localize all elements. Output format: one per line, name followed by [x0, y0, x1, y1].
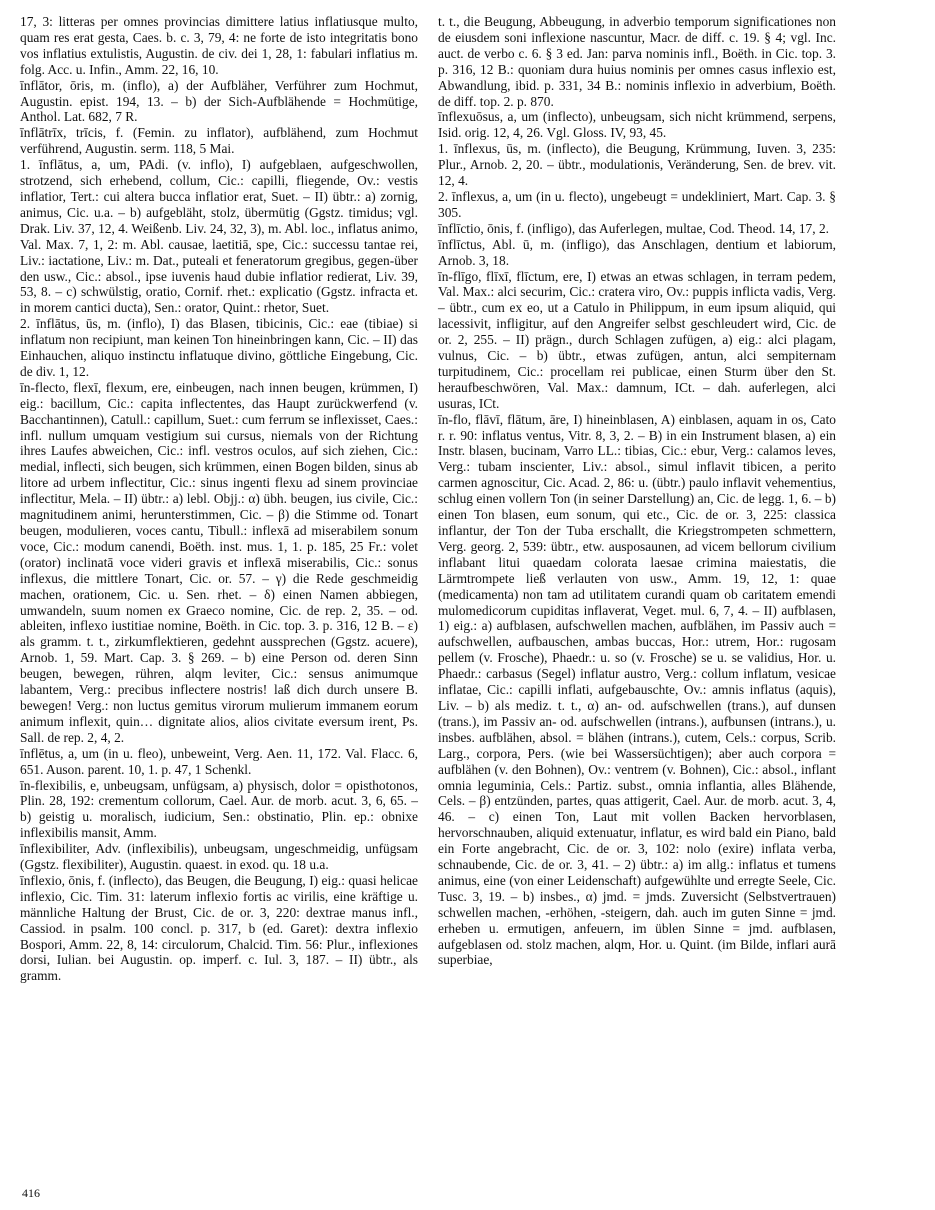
entry-inflexus-noun: 1. īnflexus, ūs, m. (inflecto), die Beugung, Krümmung, Iuven. 3, 235: Plur., Arnob. 2, 20. – übtr., modulationis, Veränderung, Sen. de brev. vit. 12, 4. — [438, 141, 836, 189]
entry-infligo: īn-flīgo, flīxī, flīctum, ere, I) etwas an etwas schlagen, in terram pedem, Val. Max.: alci securim, Cic.: cratera viro, Ov.: puppis inflicta vadis, Verg. – übtr., cum ex eo, ut a Catulo in Philippum, in eum ipsum aliquid, qui lacessivit, infligitur, auf den Angreifer selbst geschleudert wird, Cic. de or. 2, 255. – II) prägn., durch Schlagen zufügen, a) eig.: alci plagam, vulnus, Cic. – b) übtr., etwas zufügen, antun, alci sempiternam turpitudinem, Cic.: procellam rei publicae, einen Sturm über den St. heraufbeschwören, Val. Max.: damnum, ICt. – dah. auferlegen, alci usuras, ICt. — [438, 268, 836, 411]
entry-inflo: īn-flo, flāvī, flātum, āre, I) hineinblasen, A) einblasen, aquam in os, Cato r. r. 90: inflatus ventus, Vitr. 8, 3, 2. – B) in ein Instrument blasen, a) ein Instr. blasen, bucinam, Varro LL.: tibias, Cic.: ebur, Verg.: calamos leves, Verg.: tubam inscienter, Liv.: absol., simul inflavit tibicen, a perito carmen agnoscitur, Cic. Acad. 2, 86: u. (übtr.) paulo inflavit vehementius, schlug einen vollern Ton (in seiner Darstellung) an, Cic. de legg. 1, 6. – b) einen Ton blasen, eum sonum, qui etc., Cic. de or. 3, 225: classica inflantur, der Ton der Tuba erschallt, die Kriegstrompeten schmettern, Verg. georg. 2, 539: übtr., etw. ausposaunen, ad vicem bellorum civilium inflabant litui quaedam colorata laesae crimina maiestatis, die Lärmtrompete ließ verlauten von usw., Amm. 19, 12, 1: quae (medicamenta) non tam ad utilitatem curandi quam ob caritatem emendi mulomedicorum cupiditas inflaverat, Veget. mul. 6, 7, 4. – II) aufblasen, 1) eig.: a) aufblasen, aufschwellen machen, aufblähen, im Passiv auch = aufschwellen, aufbauschen, ambas buccas, Hor.: utrem, Hor.: rugosam pellem (v. Frosche), Phaedr.: u. so (v. Frosche) se u. se validius, Hor. u. Phaedr.: carbasus (Segel) inflatur austro, Verg.: collum inflatum, vesicae inflatae, Cic.: capilli inflati, aufgebauschte, Ov.: amnis inflatus (aquis), Liv. – b) als mediz. t. t., α) an- od. aufschwellen (trans.), auf dunsen (trans.), im Passiv an- od. aufschwellen (intrans.), aufbunsen (intrans.), u. insbes. aufblähen, absol. = blähen (intrans.), cutem, Cels.: corpus, Scrib. Larg., corpora, Pers. (wie bei Wassersüchtigen); aber auch corpora = aufblähen (v. den Bohnen), Ov.: ventrem (v. Bohnen), Cic.: absol., inflant omnia leguminia, Cels.: Partiz. subst., omnia inflantia, alles Blähende, Cels. – β) entzünden, partes, quas attigerit, Cael. Aur. de morb. acut. 3, 4, 46. – c) einen Ton, Laut mit vollen Backen hervorblasen, hervorschnauben, aliquid extenuatur, inflatur, es wird bald ein Piano, bald ein Forte angebracht, Cic. de or. 3, 102: nolo (exire) inflata verba, schnaubende, Cic. de or. 3, 41. – 2) übtr.: a) im allg.: inflatus et tumens animus, eine (von einer Leidenschaft) aufgewühlte und erregte Seele, Cic. Tusc. 3, 19. – b) insbes., α) jmd. = jmds. Zuversicht (Selbstvertrauen) schwellen machen, -erhöhen, -steigern, dah. auch im guten Sinne = jmd. erheben u. ermutigen, anfeuern, im üblen Sinne = jmd. aufblasen, aufgeblasen od. stolz machen, alqm, Hor. u. Quint. (im Bilde, inflari aurā superbiae, — [438, 411, 836, 968]
entry-inflexio: īnflexio, ōnis, f. (inflecto), das Beugen, die Beugung, I) eig.: quasi helicae inflexio, Cic. Tim. 31: laterum inflexio fortis ac virilis, eine kräftige u. männliche Haltung der Brust, Cic. de or. 3, 220: dextrae manus infl., Cassiod. in psalm. 100 concl. p. 317, b (ed. Garet): dextra inflexio Bospori, Amm. 22, 8, 14: circulorum, Chalcid. Tim. 56: Plur., inflexiones dorsi, Iulian. bei Augustin. op. imperf. c. Iul. 3, 187. – II) übtr., als gramm. — [20, 872, 418, 984]
entry-inflexuosus: īnflexuōsus, a, um (inflecto), unbeugsam, sich nicht krümmend, serpens, Isid. orig. 12, 4, 26. Vgl. Gloss. IV, 93, 45. — [438, 109, 836, 141]
entry-infletus: īnflētus, a, um (in u. fleo), unbeweint, Verg. Aen. 11, 172. Val. Flacc. 6, 651. Auson. parent. 10, 1. p. 47, 1 Schenkl. — [20, 745, 418, 777]
entry-inflatrix: īnflātrīx, trīcis, f. (Femin. zu inflator), aufblähend, zum Hochmut verführend, Augustin. serm. 118, 5 Mai. — [20, 125, 418, 157]
entry-inflecto: īn-flecto, flexī, flexum, ere, einbeugen, nach innen beugen, krümmen, I) eig.: bacillum, Cic.: capita inflectentes, das Haupt zurückwerfend (v. Bacchantinnen), Catull.: capillum, Suet.: cum ferrum se inflexisset, Caes.: infl. nullum umquam vestigium sui cursus, niemals von der Richtung ihres Laufes abweichen, Cic.: infl. vestros oculos, auf sich ziehen, Cic.: medial, inflecti, sich beugen, sich krümmen, einen Bogen bilden, sinus ab litore ad urbem inflectitur, Cic.: sinus ingenti flexu ad sinem provinciae inflectitur, Mela. – II) übtr.: a) lebl. Objj.: α) übh. beugen, ius civile, Cic.: magnitudinem animi, herunterstimmen, Cic. – β) die Stimme od. Tonart beugen, modulieren, voces cantu, Tibull.: inflexā ad miserabilem sonum voce, Cic.: modum canendi, Boëth. inst. mus. 1, 1. p. 185, 25 Fr.: volet (orator) inclinatā voce videri gravis et inflexā miserabilis, Cic.: sonus inflexus, die mittlere Tonart, Cic. or. 57. – γ) die Rede geschmeidig machen, orationem, Cic. u. Sen. rhet. – δ) einen Namen abbiegen, umwandeln, suum nomen ex Graeco nomine, Cic. de rep. 2, 35. – od. ableiten, inflexo iustitiae nomine, Boëth. in Cic. top. 3. p. 316, 12 B. – ε) als gramm. t. t., zirkumflektieren, gedehnt aussprechen (Ggstz. acuere), Arnob. 1, 59. Mart. Cap. 3. § 269. – b) eine Person od. deren Sinn beugen, bewegen, rühren, alqm leviter, Cic.: sensus animumque labantem, Verg.: precibus inflectere nostris! laß dich durch unsere B. bewegen! Verg.: non luctus gemitus virorum mulierum immanem eorum animum inflexit, quin… dignitate alios, alios civitate eversum irent, Ps. Sall. de rep. 2, 4, 2. — [20, 379, 418, 745]
page-number: 416 — [22, 1186, 40, 1200]
entry-inflatus-adj: 1. īnflātus, a, um, PAdi. (v. inflo), I) aufgeblaen, aufgeschwollen, strotzend, sich erhebend, collum, Cic.: capilli, fliegende, Ov.: vestis inflatior, Tert.: cui altera bucca inflatior erat, Suet. – II) übtr.: a) zornig, animus, Cic. u.a. – b) aufgebläht, stolz, übermütig (Ggstz. timidus; vgl. Drak. Liv. 37, 12, 4. Weißenb. Liv. 24, 32, 3), m. Abl. loc., inflatus animo, Val. Max. 7, 1, 2: m. Abl. causae, laetitiā, spe, Cic.: successu tantae rei, Liv.: iactatione, Liv.: m. Dat., puteali et feneratorum gregibus, gegen-über den usw., Cic.: absol., ipse iuvenis haud dubie inflatior redierat, Liv. 39, 53, 8. – c) schwülstig, oratio, Cornif. rhet.: explicatio (Ggstz. infracta et. in morem cantici ducta), Sen.: orator, Quint.: rhetor, Suet. — [20, 157, 418, 316]
entry-inflexibilis: īn-flexibilis, e, unbeugsam, unfügsam, a) physisch, dolor = opisthotonos, Plin. 28, 192: crementum collorum, Cael. Aur. de morb. acut. 3, 6, 65. – b) geistig u. moralisch, iudicium, Sen.: obstinatio, Plin. ep.: obnixe inflexibilis mansit, Amm. — [20, 777, 418, 841]
entry-inflexio-continuation: t. t., die Beugung, Abbeugung, in adverbio temporum significationes non de eiusdem soni inflexione nascuntur, Macr. de diff. c. 19. § 4; vgl. Inc. auct. de verbo c. 6. § 3 ed. Jan: parva nominis infl., Boëth. in Cic. top. 3. p. 316, 12 B.: quoniam dura huius nominis per omnes casus inflexio est, Abwandlung, ibid. p. 331, 34 B.: nominis inflexio in adverbium, Boëth. de diff. top. 2. p. 870. — [438, 14, 836, 109]
right-column — [438, 14, 836, 968]
entry-inflexus-adj: 2. īnflexus, a, um (in u. flecto), ungebeugt = undekliniert, Mart. Cap. 3. § 305. — [438, 188, 836, 220]
entry-inflator: īnflātor, ōris, m. (inflo), a) der Aufbläher, Verführer zum Hochmut, Augustin. epist. 194, 13. – b) der Sich-Aufblähende = Hochmütige, Anthol. Lat. 682, 7 R. — [20, 77, 418, 125]
entry-inflictus: īnflīctus, Abl. ū, m. (infligo), das Anschlagen, dentium et labiorum, Arnob. 3, 18. — [438, 236, 836, 268]
entry-inflictio: īnflīctio, ōnis, f. (infligo), das Auferlegen, multae, Cod. Theod. 14, 17, 2. — [438, 220, 829, 236]
entry-continuation: 17, 3: litteras per omnes provincias dimittere latius inflatiusque multo, quam res erat gesta, Caes. b. c. 3, 79, 4: ne forte de isto integritatis bono vos inflatius extulistis, Augustin. de civ. dei 1, 28, 1: fabulari inflatius m. folg. Acc. u. Infin., Amm. 22, 16, 10. — [20, 14, 418, 77]
left-column — [20, 14, 418, 984]
entry-inflexibiliter: īnflexibiliter, Adv. (inflexibilis), unbeugsam, ungeschmeidig, unfügsam (Ggstz. flexibiliter), Augustin. quaest. in exod. qu. 18 u.a. — [20, 841, 418, 873]
entry-inflatus-noun: 2. īnflātus, ūs, m. (inflo), I) das Blasen, tibicinis, Cic.: eae (tibiae) si inflatum non recipiunt, man keinen Ton hineinbringen kann, Cic. – II) das Einhauchen, aliquo instinctu inflatuque divino, göttliche Eingebung, Cic. de div. 1, 12. — [20, 316, 418, 379]
